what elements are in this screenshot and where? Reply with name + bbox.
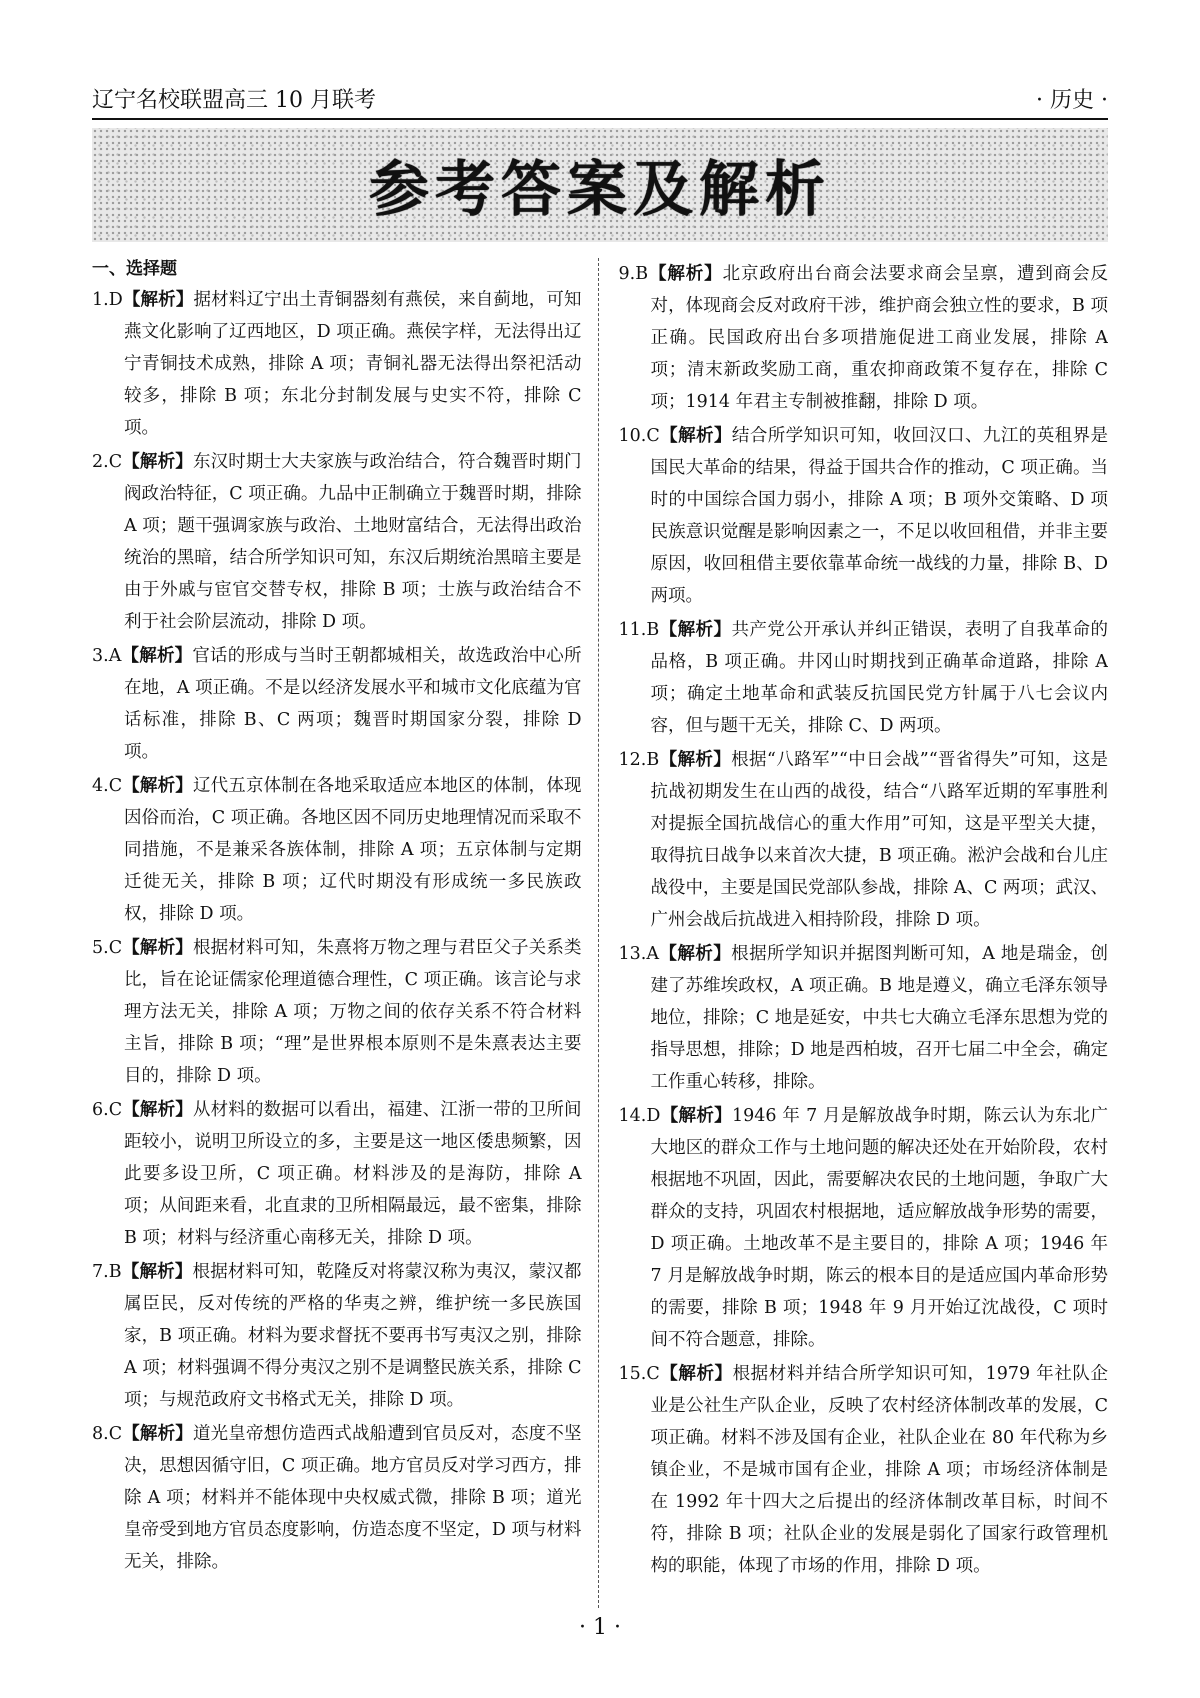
- header-subject: · 历史 ·: [1036, 88, 1108, 113]
- answer-number: 10.C: [618, 426, 660, 446]
- answer-text: 根据材料可知，乾隆反对将蒙汉称为夷汉，蒙汉都属臣民，反对传统的严格的华夷之辨，维护统一多民族国家，B 项正确。材料为要求督抚不要再书写夷汉之别，排除 A 项；材料强调不得分夷汉之别不是调整民族关系，排除 C 项；与规范政府文书格式无关，排除 D 项。: [124, 1262, 582, 1410]
- answer-item: [92, 932, 582, 1092]
- answer-item: [92, 446, 582, 638]
- analysis-tag: 【解析】: [122, 452, 193, 472]
- answer-text: 据材料辽宁出土青铜器刻有燕侯，来自蓟地，可知燕文化影响了辽西地区，D 项正确。燕侯字样，无法得出辽宁青铜技术成熟，排除 A 项；青铜礼器无法得出祭祀活动较多，排除 B 项；东北分封制发展与史实不符，排除 C 项。: [124, 290, 582, 438]
- analysis-tag: 【解析】: [122, 290, 194, 310]
- answer-text: 辽代五京体制在各地采取适应本地区的体制，体现因俗而治，C 项正确。各地区因不同历史地理情况而采取不同措施，不是兼采各族体制，排除 A 项；五京体制与定期迁徙无关，排除 B 项；辽代时期没有形成统一多民族政权，排除 D 项。: [124, 776, 582, 924]
- analysis-tag: 【解析】: [648, 264, 723, 284]
- answer-item: [619, 420, 1109, 612]
- analysis-tag: 【解析】: [659, 620, 732, 640]
- answer-item: [619, 1100, 1109, 1356]
- answer-text: 共产党公开承认并纠正错误，表明了自我革命的品格，B 项正确。井冈山时期找到正确革命道路，排除 A 项；确定土地革命和武装反抗国民党方针属于八七会议内容，但与题干无关，排除 C、D 两项。: [650, 620, 1108, 736]
- analysis-tag: 【解析】: [122, 1100, 193, 1120]
- analysis-tag: 【解析】: [659, 750, 732, 770]
- answer-number: 7.B: [92, 1262, 122, 1282]
- left-column: [92, 258, 599, 1608]
- answer-item: [92, 284, 582, 444]
- analysis-tag: 【解析】: [658, 944, 732, 964]
- page-number: · 1 ·: [579, 1615, 621, 1640]
- answer-number: 6.C: [92, 1100, 123, 1120]
- answer-item: [92, 1418, 582, 1578]
- page-header: [92, 80, 1108, 120]
- answer-item: [619, 938, 1109, 1098]
- answer-item: [619, 1358, 1109, 1582]
- answer-number: 1.D: [92, 290, 123, 310]
- answer-text: 根据材料并结合所学知识可知，1979 年社队企业是公社生产队企业，反映了农村经济体制改革的发展，C 项正确。材料不涉及国有企业，社队企业在 80 年代称为乡镇企业，不是城市国有企业，排除 A 项；市场经济体制是在 1992 年十四大之后提出的经济体制改革目标，时间不符，排除 B 项；社队企业的发展是弱化了国家行政管理机构的职能，体现了市场的作用，排除 D 项。: [650, 1364, 1108, 1576]
- answer-text: 1946 年 7 月是解放战争时期，陈云认为东北广大地区的群众工作与土地问题的解决还处在开始阶段，农村根据地不巩固，因此，需要解决农民的土地问题，争取广大群众的支持，巩固农村根据地，适应解放战争形势的需要，D 项正确。土地改革不是主要目的，排除 A 项；1946 年 7 月是解放战争时期，陈云的根本目的是适应国内革命形势的需要，排除 B 项；1948 年 9 月开始辽沈战役，C 项时间不符合题意，排除。: [650, 1106, 1108, 1350]
- answer-text: 北京政府出台商会法要求商会呈禀，遭到商会反对，体现商会反对政府干涉，维护商会独立性的要求，B 项正确。民国政府出台多项措施促进工商业发展，排除 A 项；清末新政奖励工商，重农抑商政策不复存在，排除 C 项；1914 年君主专制被推翻，排除 D 项。: [650, 264, 1108, 412]
- answer-number: 5.C: [92, 938, 123, 958]
- answer-text: 根据所学知识并据图判断可知，A 地是瑞金，创建了苏维埃政权，A 项正确。B 地是遵义，确立毛泽东领导地位，排除；C 地是延安，中共七大确立毛泽东思想为党的指导思想，排除；D 地是西柏坡，召开七届二中全会，确定工作重心转移，排除。: [650, 944, 1108, 1092]
- analysis-tag: 【解析】: [121, 1262, 193, 1282]
- title-banner: [92, 128, 1108, 242]
- answer-item: [92, 1094, 582, 1254]
- answer-item: [619, 614, 1109, 742]
- analysis-tag: 【解析】: [659, 426, 732, 446]
- analysis-tag: 【解析】: [659, 1364, 733, 1384]
- answer-text: 官话的形成与当时王朝都城相关，故选政治中心所在地，A 项正确。不是以经济发展水平和城市文化底蕴为官话标准，排除 B、C 两项；魏晋时期国家分裂，排除 D 项。: [124, 646, 582, 762]
- answer-item: [92, 640, 582, 768]
- answer-number: 15.C: [618, 1364, 660, 1384]
- answer-number: 11.B: [618, 620, 660, 640]
- answer-item: [92, 1256, 582, 1416]
- answer-text: 结合所学知识可知，收回汉口、九江的英租界是国民大革命的结果，得益于国共合作的推动，C 项正确。当时的中国综合国力弱小，排除 A 项；B 项外交策略、D 项民族意识觉醒是影响因素之一，不足以收回租借，并非主要原因，收回租借主要依靠革命统一战线的力量，排除 B、D 两项。: [650, 426, 1108, 606]
- analysis-tag: 【解析】: [121, 646, 193, 666]
- answer-text: 从材料的数据可以看出，福建、江浙一带的卫所间距较小，说明卫所设立的多，主要是这一地区倭患频繁，因此要多设卫所，C 项正确。材料涉及的是海防，排除 A 项；从间距来看，北直隶的卫所相隔最远，最不密集，排除 B 项；材料与经济重心南移无关，排除 D 项。: [124, 1100, 582, 1248]
- analysis-tag: 【解析】: [660, 1106, 732, 1126]
- answer-text: 道光皇帝想仿造西式战船遭到官员反对，态度不坚决，思想因循守旧，C 项正确。地方官员反对学习西方，排除 A 项；材料并不能体现中央权威式微，排除 B 项；道光皇帝受到地方官员态度影响，仿造态度不坚定，D 项与材料无关，排除。: [124, 1424, 582, 1572]
- right-column: [599, 258, 1109, 1608]
- banner-title: 参考答案及解析: [369, 155, 831, 225]
- answer-number: 9.B: [618, 264, 649, 284]
- answer-number: 12.B: [618, 750, 660, 770]
- answer-text: 根据“八路军”“中日会战”“晋省得失”可知，这是抗战初期发生在山西的战役，结合“八路军近期的军事胜利对提振全国抗战信心的重大作用”可知，这是平型关大捷，取得抗日战争以来首次大捷，B 项正确。淞沪会战和台儿庄战役中，主要是国民党部队参战，排除 A、C 两项；武汉、广州会战后抗战进入相持阶段，排除 D 项。: [650, 750, 1108, 930]
- answer-item: [92, 770, 582, 930]
- answer-number: 14.D: [618, 1106, 661, 1126]
- analysis-tag: 【解析】: [122, 1424, 193, 1444]
- header-exam-title: 辽宁名校联盟高三 10 月联考: [92, 88, 376, 113]
- answer-number: 13.A: [618, 944, 659, 964]
- answer-number: 4.C: [92, 776, 123, 796]
- analysis-tag: 【解析】: [122, 938, 193, 958]
- answer-text: 根据材料可知，朱熹将万物之理与君臣父子关系类比，旨在论证儒家伦理道德合理性，C 项正确。该言论与求理方法无关，排除 A 项；万物之间的依存关系不符合材料主旨，排除 B 项；“理”是世界根本原则不是朱熹表达主要目的，排除 D 项。: [124, 938, 582, 1086]
- analysis-tag: 【解析】: [122, 776, 193, 796]
- answer-number: 3.A: [92, 646, 122, 666]
- answer-number: 8.C: [92, 1424, 123, 1444]
- answer-columns: [92, 258, 1108, 1608]
- answer-text: 东汉时期士大夫家族与政治结合，符合魏晋时期门阀政治特征，C 项正确。九品中正制确立于魏晋时期，排除 A 项；题干强调家族与政治、土地财富结合，无法得出政治统治的黑暗，结合所学知识可知，东汉后期统治黑暗主要是由于外戚与宦官交替专权，排除 B 项；士族与政治结合不利于社会阶层流动，排除 D 项。: [124, 452, 582, 632]
- answer-number: 2.C: [92, 452, 123, 472]
- section-title: 一、选择题: [92, 259, 177, 279]
- answer-item: [619, 258, 1109, 418]
- answer-item: [619, 744, 1109, 936]
